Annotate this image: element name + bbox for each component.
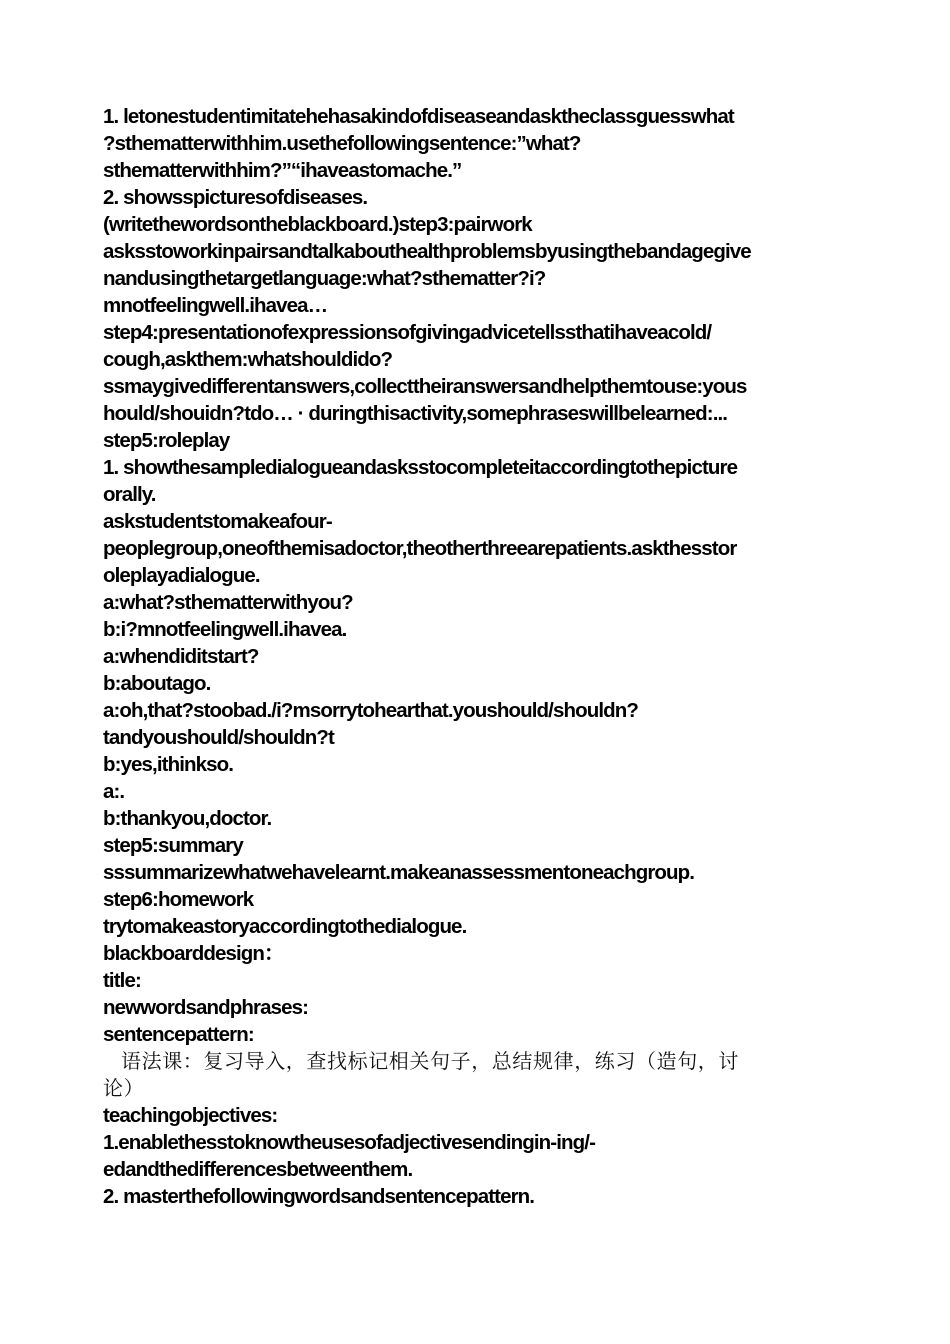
text-line: a:whendiditstart? xyxy=(103,645,259,668)
text-line: step6:homework xyxy=(103,888,254,911)
text-line: step5:summary xyxy=(103,834,243,857)
text-line: b:aboutago. xyxy=(103,672,211,695)
text-line: sssummarizewhatwehavelearnt.makeanassessmentoneachgroup. xyxy=(103,861,695,884)
text-line: blackboarddesign： xyxy=(103,942,284,965)
text-line: title: xyxy=(103,969,141,992)
text-line: tandyoushould/shouldn?t xyxy=(103,726,334,749)
text-line: b:yes,ithinkso. xyxy=(103,753,234,776)
text-line: peoplegroup,oneofthemisadoctor,theotherthreearepatients.askthesstor xyxy=(103,537,737,560)
text-line: 1. showthesampledialogueandasksstocompleteitaccordingtothepicture xyxy=(103,456,738,479)
text-line: 2. showsspicturesofdiseases. xyxy=(103,186,368,209)
text-line: sthematterwithhim?”“ihaveastomache.” xyxy=(103,159,462,182)
text-line: nandusingthetargetlanguage:what?sthematter?i? xyxy=(103,267,546,290)
text-line: 语法课：复习导入，查找标记相关句子，总结规律，练习（造句，讨 xyxy=(121,1049,739,1073)
text-line: step4:presentationofexpressionsofgivingadvicetellssthatihaveacold/ xyxy=(103,321,712,344)
text-line: 1. letonestudentimitatehehasakindofdiseaseandasktheclassguesswhat xyxy=(103,105,734,128)
text-line: 论） xyxy=(103,1076,145,1100)
text-line: 2. masterthefollowingwordsandsentencepattern. xyxy=(103,1185,535,1208)
text-line: teachingobjectives: xyxy=(103,1104,278,1127)
text-line: a:oh,that?stoobad./i?msorrytohearthat.youshould/shouldn? xyxy=(103,699,638,722)
text-line: a:what?sthematterwithyou? xyxy=(103,591,353,614)
text-line: askstudentstomakeafour- xyxy=(103,510,332,533)
text-line: mnotfeelingwell.ihavea… xyxy=(103,294,328,317)
text-line: sentencepattern: xyxy=(103,1023,254,1046)
text-line: b:i?mnotfeelingwell.ihavea. xyxy=(103,618,347,641)
text-line: orally. xyxy=(103,483,156,506)
text-line: (writethewordsontheblackboard.)step3:pairwork xyxy=(103,213,532,236)
text-line: asksstoworkinpairsandtalkabouthealthproblemsbyusingthebandagegive xyxy=(103,240,751,263)
text-line: hould/shouidn?tdo… · duringthisactivity,somephraseswillbelearned:... xyxy=(103,402,728,425)
text-line: 1.enablethesstoknowtheusesofadjectivesendingin-ing/- xyxy=(103,1131,595,1154)
text-line: b:thankyou,doctor. xyxy=(103,807,272,830)
text-line: newwordsandphrases: xyxy=(103,996,309,1019)
text-line: ssmaygivedifferentanswers,collecttheiranswersandhelpthemtouse:yous xyxy=(103,375,747,398)
text-line: step5:roleplay xyxy=(103,429,230,452)
text-line: a:. xyxy=(103,780,125,803)
text-line: cough,askthem:whatshouldido? xyxy=(103,348,393,371)
text-line: oleplayadialogue. xyxy=(103,564,260,587)
text-line: trytomakeastoryaccordingtothedialogue. xyxy=(103,915,467,938)
text-line: edandthedifferencesbetweenthem. xyxy=(103,1158,413,1181)
text-line: ?sthematterwithhim.usethefollowingsentence:”what? xyxy=(103,132,581,155)
document-page xyxy=(103,103,848,1210)
